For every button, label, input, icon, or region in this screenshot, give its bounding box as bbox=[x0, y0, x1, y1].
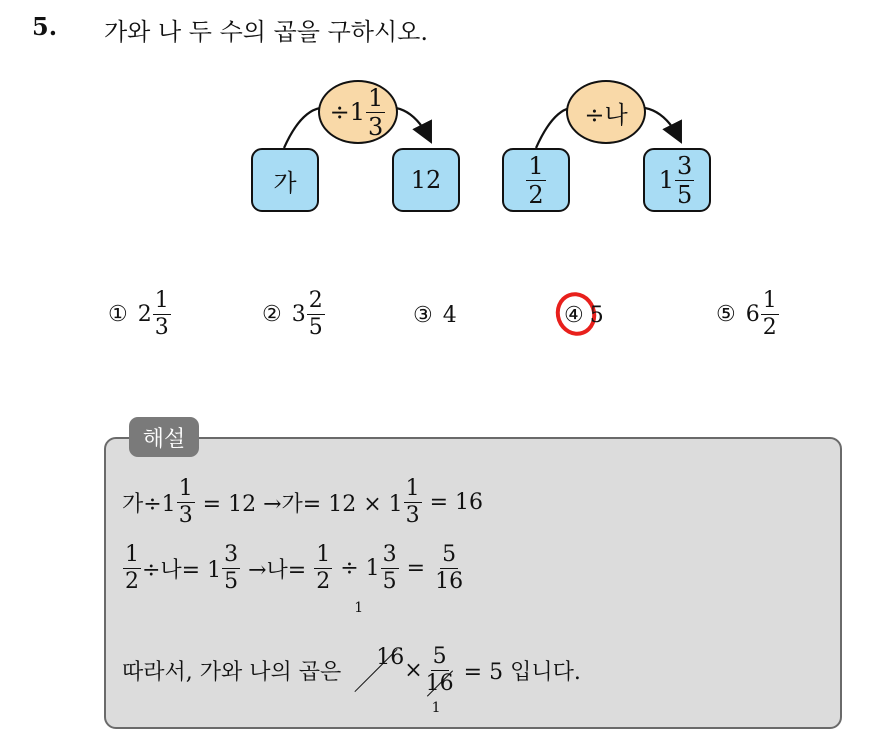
to-numerator: 3 bbox=[677, 151, 693, 180]
denominator: 2 bbox=[316, 569, 331, 594]
from-denominator: 2 bbox=[528, 180, 544, 209]
text: 따라서, 가와 나의 곱은 bbox=[122, 659, 349, 685]
from-box-half bbox=[502, 148, 570, 212]
choice-mark: ③ bbox=[413, 303, 433, 328]
op-label: ÷나 bbox=[584, 100, 628, 129]
text: ÷ 1 bbox=[333, 556, 380, 581]
fraction bbox=[177, 478, 195, 527]
text: →나= bbox=[241, 558, 314, 583]
choice-numerator: 1 bbox=[154, 288, 169, 313]
cancelled-denominator: 16 bbox=[425, 670, 454, 696]
choice-5[interactable] bbox=[716, 290, 780, 339]
solution-line-1 bbox=[122, 478, 483, 527]
to-whole: 1 bbox=[658, 166, 674, 194]
to-box-12 bbox=[392, 148, 460, 212]
op-prefix: ÷1 bbox=[329, 98, 366, 126]
to-denominator: 5 bbox=[677, 180, 693, 209]
denominator: 2 bbox=[125, 569, 139, 594]
text: = 5 입니다. bbox=[456, 659, 581, 685]
fraction bbox=[381, 544, 399, 593]
text: = 12 →가= 12 × 1 bbox=[195, 492, 403, 517]
numerator: 1 bbox=[178, 476, 193, 501]
choice-mark: ④ bbox=[564, 303, 584, 328]
text: ÷나= 1 bbox=[142, 558, 222, 583]
choice-1[interactable] bbox=[108, 290, 172, 339]
divide-operation-oval bbox=[318, 80, 398, 144]
from-fraction bbox=[526, 151, 545, 209]
choice-whole: 2 bbox=[137, 302, 152, 327]
solution-line-2 bbox=[122, 544, 466, 593]
numerator: 3 bbox=[224, 542, 239, 567]
question-number: 5. bbox=[32, 12, 58, 41]
choice-4[interactable] bbox=[564, 303, 604, 328]
denominator: 3 bbox=[178, 503, 193, 528]
cancel-top-value: 1 bbox=[354, 600, 364, 616]
text: = bbox=[399, 556, 433, 581]
choice-mark: ① bbox=[108, 302, 128, 327]
numerator: 1 bbox=[316, 542, 331, 567]
choice-mark: ② bbox=[262, 302, 282, 327]
choice-2[interactable] bbox=[262, 290, 326, 339]
from-numerator: 1 bbox=[528, 151, 544, 180]
numerator: 5 bbox=[442, 542, 457, 567]
from-box-label: 가 bbox=[273, 168, 297, 197]
choice-value: 4 bbox=[442, 303, 457, 328]
cancelled-value: 16 bbox=[376, 645, 405, 670]
op-numerator: 1 bbox=[368, 83, 384, 112]
question-text: 가와 나 두 수의 곱을 구하시오. bbox=[104, 18, 428, 46]
text: 가÷1 bbox=[122, 492, 176, 517]
choice-whole: 6 bbox=[745, 302, 760, 327]
choice-denominator: 5 bbox=[308, 315, 323, 340]
from-box-ga bbox=[251, 148, 319, 212]
numerator: 3 bbox=[382, 542, 397, 567]
to-box-label: 12 bbox=[410, 166, 442, 194]
numerator: 1 bbox=[405, 476, 420, 501]
op-denominator: 3 bbox=[368, 112, 384, 141]
choice-fraction bbox=[153, 290, 171, 339]
fraction bbox=[404, 478, 422, 527]
choice-denominator: 3 bbox=[154, 315, 169, 340]
choice-fraction bbox=[761, 290, 779, 339]
choice-mark: ⑤ bbox=[716, 302, 736, 327]
fraction bbox=[314, 544, 332, 593]
cancel-bottom-value: 1 bbox=[431, 699, 441, 716]
choice-3[interactable] bbox=[413, 303, 457, 328]
to-fraction bbox=[675, 151, 694, 209]
denominator: 5 bbox=[382, 569, 397, 594]
solution-line-3 bbox=[122, 600, 581, 720]
fraction bbox=[433, 544, 465, 593]
choice-numerator: 2 bbox=[308, 288, 323, 313]
divide-na-oval bbox=[566, 80, 646, 144]
text: = 16 bbox=[422, 490, 484, 515]
denominator: 16 bbox=[435, 569, 464, 594]
denominator: 3 bbox=[405, 503, 420, 528]
op-fraction bbox=[366, 83, 385, 141]
fraction bbox=[222, 544, 240, 593]
choice-whole: 3 bbox=[291, 302, 306, 327]
fraction bbox=[123, 544, 141, 593]
solution-tag: 해설 bbox=[129, 417, 199, 457]
times-sign: × bbox=[404, 657, 423, 683]
numerator: 5 bbox=[432, 643, 447, 669]
choice-value: 5 bbox=[589, 303, 604, 328]
to-box-mixed bbox=[643, 148, 711, 212]
denominator: 5 bbox=[224, 569, 239, 594]
cancelled-16 bbox=[348, 600, 405, 720]
fraction bbox=[424, 643, 456, 716]
choice-fraction bbox=[307, 290, 325, 339]
choice-numerator: 1 bbox=[762, 288, 777, 313]
choice-denominator: 2 bbox=[762, 315, 777, 340]
numerator: 1 bbox=[125, 542, 139, 567]
